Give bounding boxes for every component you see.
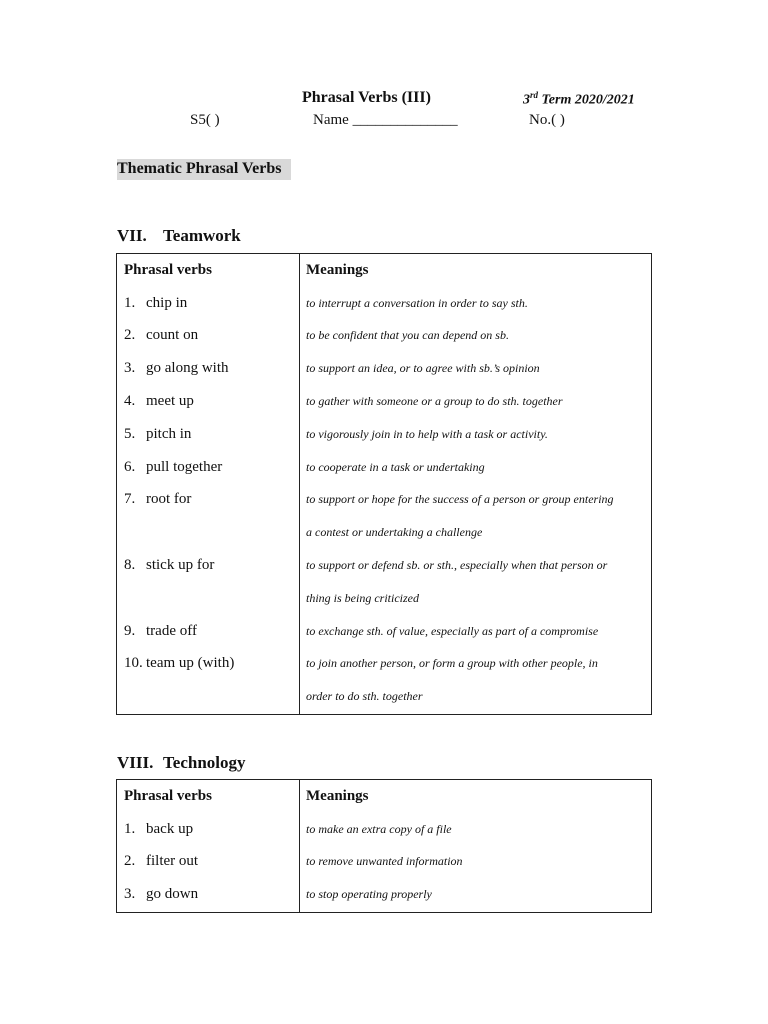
verb-text: meet up [146,393,194,410]
verb-text: trade off [146,622,197,639]
verbs-column [117,780,300,913]
meaning-text: to interrupt a conversation in order to say sth. [306,295,528,310]
meaning-text: to cooperate in a task or undertaking [306,459,485,474]
teamwork-table [116,253,652,715]
phrasal-verb [117,451,299,484]
meaning-text: to be confident that you can depend on sb. [306,328,509,343]
meaning-text: to exchange sth. of value, especially as part of a compromise [306,623,599,638]
meaning-text: a contest or undertaking a challenge [306,525,483,540]
item-number: 2. [124,853,136,870]
phrasal-verb [117,615,299,648]
meaning-text: to support or hope for the success of a person or group entering [306,492,614,507]
phrasal-verb [117,813,299,846]
verbs-column [117,254,300,715]
item-number: 9. [124,622,136,639]
verb-text: count on [146,327,199,344]
verb-text: root for [146,491,192,508]
term-label: 3rd Term 2020/2021 [523,90,635,108]
column-header-meanings: Meanings [306,787,369,804]
item-number: 3. [124,360,136,377]
verb-text: back up [146,820,194,837]
meaning-text: thing is being criticized [306,590,419,605]
column-header-verbs: Phrasal verbs [124,261,212,278]
page-title: Phrasal Verbs (III) [302,89,431,106]
meaning-text: to stop operating properly [306,887,432,902]
meaning-text: to gather with someone or a group to do sth. together [306,394,563,409]
meaning-text: to make an extra copy of a file [306,821,452,836]
name-field: Name ______________ [313,112,458,128]
column-header-meanings: Meanings [306,261,369,278]
verb-text: go along with [146,360,229,377]
meaning-text: order to do sth. together [306,689,423,704]
item-number: 10. [124,655,143,672]
verb-text: chip in [146,294,188,311]
phrasal-verb [117,878,299,911]
phrasal-verb [117,385,299,418]
item-number: 2. [124,327,136,344]
class-field: S5( ) [190,112,220,128]
blank-line [117,680,299,713]
item-number: 1. [124,294,136,311]
blank-line [117,582,299,615]
phrasal-verb [117,549,299,582]
item-number: 1. [124,820,136,837]
phrasal-verb [117,846,299,879]
phrasal-verb [117,320,299,353]
phrasal-verb [117,484,299,517]
item-number: 8. [124,557,136,574]
blank-line [117,516,299,549]
column-header-verbs: Phrasal verbs [124,787,212,804]
verb-text: team up (with) [146,655,235,672]
technology-table [116,779,652,913]
item-number: 5. [124,425,136,442]
phrasal-verb [117,352,299,385]
phrasal-verb [117,648,299,681]
section-title-teamwork: VII. Teamwork [117,226,241,245]
meaning-text: to remove unwanted information [306,854,463,869]
verb-text: pitch in [146,425,192,442]
meaning-text: to join another person, or form a group with other people, in [306,656,598,671]
meanings-column [300,780,652,913]
verb-text: go down [146,886,199,903]
verb-text: filter out [146,853,199,870]
number-field: No.( ) [529,112,565,128]
meaning-text: to support an idea, or to agree with sb.’s opinion [306,361,540,376]
verb-text: pull together [146,458,223,475]
phrasal-verb [117,287,299,320]
item-number: 3. [124,886,136,903]
item-number: 4. [124,393,136,410]
meaning-text: to support or defend sb. or sth., especially when that person or [306,558,608,573]
thematic-heading: Thematic Phrasal Verbs [117,159,291,180]
item-number: 6. [124,458,136,475]
meanings-column [300,254,652,715]
phrasal-verb [117,418,299,451]
section-title-technology: VIII. Technology [117,753,246,772]
verb-text: stick up for [146,557,215,574]
meaning-text: to vigorously join in to help with a task or activity. [306,426,548,441]
item-number: 7. [124,491,136,508]
